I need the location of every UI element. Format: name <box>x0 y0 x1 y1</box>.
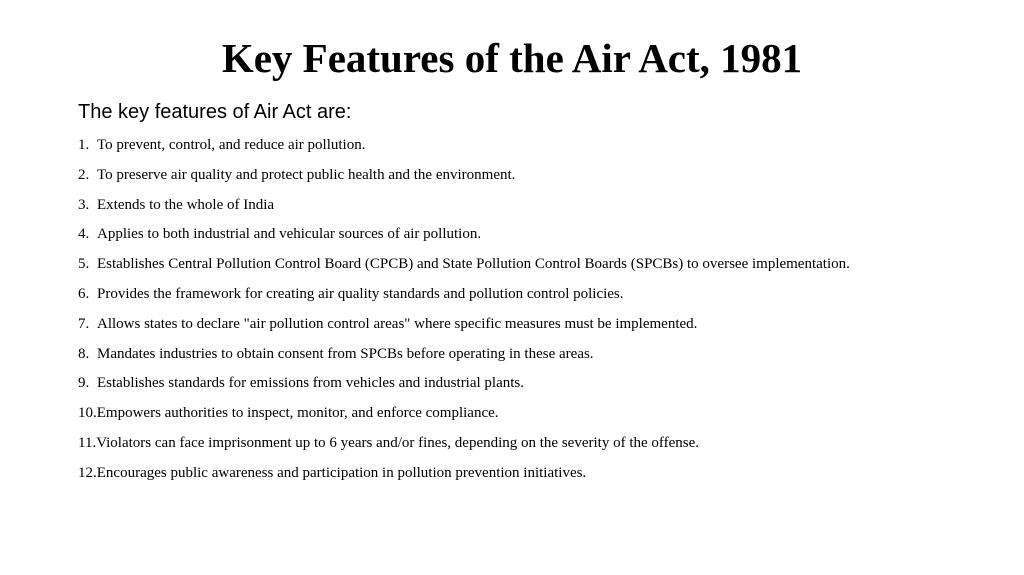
list-item <box>78 433 850 463</box>
list-item <box>78 463 850 493</box>
item-text: To preserve air quality and protect public health and the environment. <box>97 166 516 183</box>
item-number: 1. <box>78 137 90 153</box>
item-number: 11. <box>78 434 97 451</box>
item-number: 10. <box>78 405 97 422</box>
item-text: Establishes Central Pollution Control Board (CPCB) and State Pollution Control Boards (SPCBs) to oversee implementation. <box>97 256 850 273</box>
item-number: 8. <box>78 345 90 362</box>
list-item <box>78 284 850 314</box>
list-item <box>78 254 850 284</box>
list-item <box>78 135 850 165</box>
item-text: Allows states to declare "air pollution control areas" where specific measures must be implemented. <box>97 315 698 332</box>
item-number: 5. <box>78 256 90 273</box>
item-text: Mandates industries to obtain consent from SPCBs before operating in these areas. <box>97 345 594 362</box>
list-item <box>78 344 850 374</box>
list-item <box>78 373 850 403</box>
item-number: 7. <box>78 315 90 332</box>
item-number: 6. <box>78 285 90 302</box>
item-text: Empowers authorities to inspect, monitor, and enforce compliance. <box>96 405 499 422</box>
item-text: Establishes standards for emissions from vehicles and industrial plants. <box>97 375 525 392</box>
list-item <box>78 314 850 344</box>
item-number: 2. <box>78 166 90 183</box>
item-number: 4. <box>78 226 90 243</box>
list-item <box>78 165 850 195</box>
item-text: Applies to both industrial and vehicular sources of air pollution. <box>97 226 482 243</box>
item-text: To prevent, control, and reduce air pollution. <box>97 137 366 153</box>
intro-text: The key features of Air Act are: <box>78 101 352 123</box>
item-text: Provides the framework for creating air quality standards and pollution control policies. <box>97 285 624 302</box>
slide-title: Key Features of the Air Act, 1981 <box>221 35 803 81</box>
item-text: Encourages public awareness and participation in pollution prevention initiatives. <box>96 464 587 481</box>
item-number: 9. <box>78 375 90 392</box>
item-text: Extends to the whole of India <box>97 196 275 213</box>
item-text: Violators can face imprisonment up to 6 years and/or fines, depending on the severity of the offense. <box>96 434 700 451</box>
list-item <box>78 224 850 254</box>
list-item <box>78 403 850 433</box>
item-number: 3. <box>78 196 90 213</box>
features-list <box>78 135 850 493</box>
item-number: 12. <box>78 464 97 481</box>
list-item <box>78 195 850 225</box>
